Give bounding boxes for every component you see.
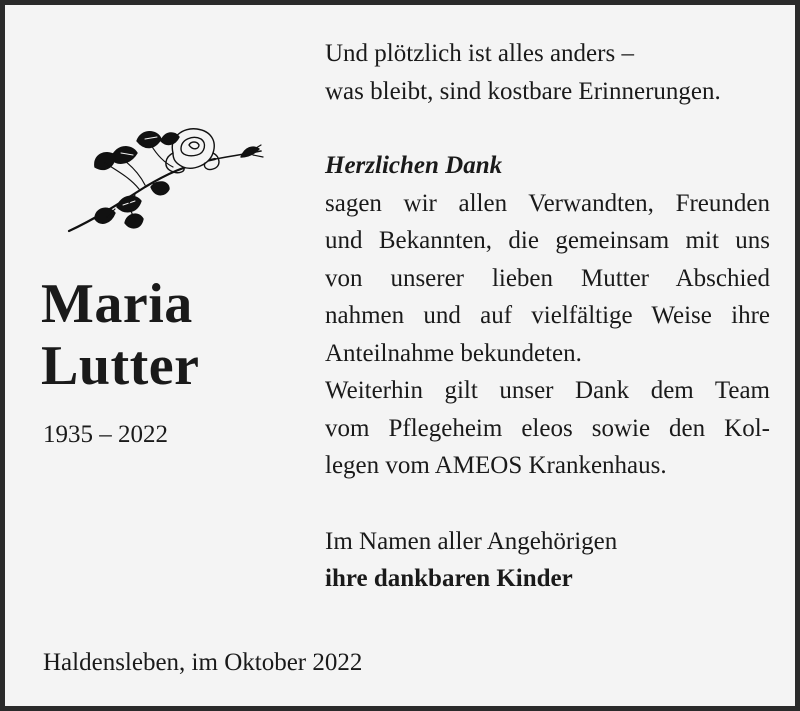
signature-line-1: Im Namen aller Angehörigen (325, 527, 618, 555)
place-date: Haldensleben, im Oktober 2022 (43, 649, 363, 676)
thanks-line: von unserer lieben Mutter Abschied (325, 264, 770, 292)
first-name: Maria (41, 273, 193, 335)
thanks-line: sagen wir allen Verwandten, Freunden (325, 189, 770, 217)
life-dates: 1935 – 2022 (43, 421, 168, 448)
signature-line-2: ihre dankbaren Kinder (325, 565, 573, 592)
thanks-line: nahmen und auf vielfältige Weise ihre (325, 302, 770, 329)
thanks-heading: Herzlichen Dank (325, 152, 503, 179)
motto-line-1: Und plötzlich ist alles anders – (325, 40, 634, 67)
thanks-line: vom Pflegeheim eleos sowie den Kol- (325, 414, 770, 442)
motto-line-2: was bleibt, sind kostbare Erinnerungen. (325, 77, 721, 105)
thanks-line: legen vom AMEOS Krankenhaus. (325, 452, 667, 479)
thanks-line: Anteilnahme bekundeten. (325, 339, 582, 367)
notice-text (325, 35, 770, 598)
last-name: Lutter (41, 335, 200, 397)
deceased-name (41, 273, 200, 397)
thanks-line: und Bekannten, die gemeinsam mit uns (325, 227, 770, 254)
rose-branch-icon (65, 123, 265, 241)
thanks-line: Weiterhin gilt unser Dank dem Team (325, 377, 770, 404)
